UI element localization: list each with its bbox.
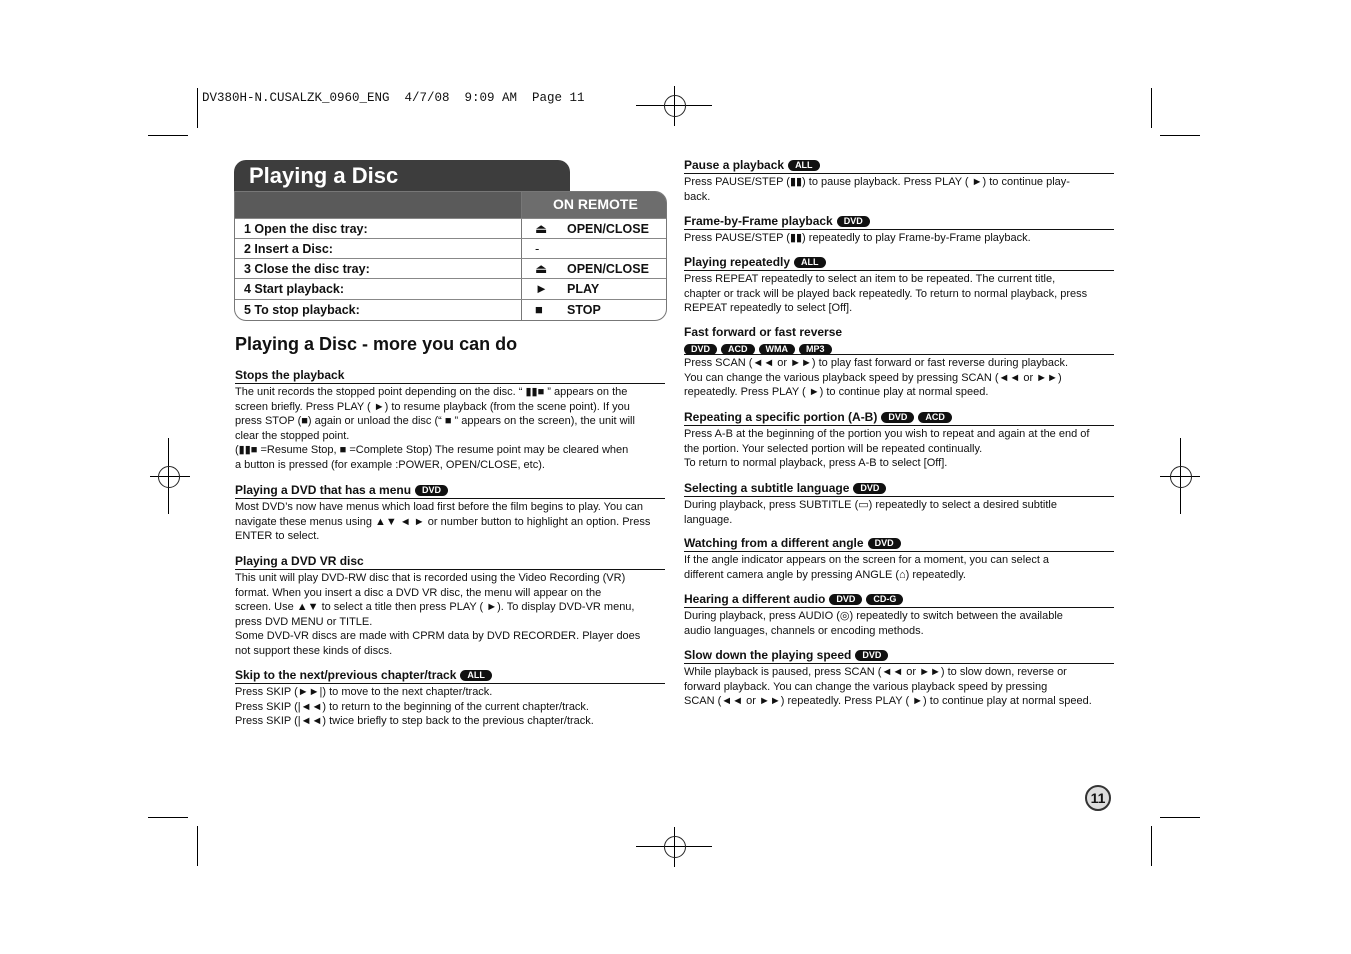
disc-type-badge: ACD [721, 344, 755, 355]
disc-type-badge: CD-G [866, 594, 903, 605]
section-heading [684, 325, 842, 339]
section-body [684, 553, 1114, 582]
disc-type-badge: ALL [794, 257, 826, 268]
disc-type-badge: DVD [415, 485, 448, 496]
body-line: SCAN (◄◄ or ►►) repeatedly. Press PLAY ( ►) to continue play at normal speed. [684, 695, 1092, 708]
section-body [235, 385, 665, 473]
body-line: (▮▮■ =Resume Stop, ■ =Complete Stop) The resume point may be cleared when [235, 444, 629, 457]
body-line: press STOP (■) again or unload the disc (“ ■ ” appears on the screen), the unit will [235, 415, 635, 428]
section-rule [235, 569, 665, 570]
section-body [684, 231, 1114, 246]
registration-circle [664, 95, 686, 117]
step-button-icon: ■ [535, 302, 543, 317]
body-line: This unit will play DVD-RW disc that is recorded using the Video Recording (VR) [235, 572, 626, 584]
disc-type-badge: DVD [853, 483, 886, 494]
section-heading [684, 410, 952, 424]
section-rule [684, 663, 1114, 664]
disc-type-badge: ACD [918, 412, 952, 423]
step-button-icon: ⏏ [535, 221, 548, 236]
body-line: Press PAUSE/STEP (▮▮) to pause playback. Press PLAY ( ►) to continue play- [684, 176, 1070, 188]
body-line: the portion. Your selected portion will be repeated continually. [684, 442, 983, 455]
section-rule [684, 496, 1114, 497]
body-line: format. When you insert a disc a DVD VR disc, the menu will appear on the [235, 586, 602, 599]
section-heading [684, 536, 901, 550]
body-line: forward playback. You can change the various playback speed by pressing [684, 680, 1048, 693]
body-line: During playback, press SUBTITLE (▭) repeatedly to select a desired subtitle [684, 499, 1057, 511]
disc-type-badge: MP3 [799, 344, 832, 355]
body-line: repeatedly. Press PLAY ( ►) to continue play at normal speed. [684, 386, 989, 399]
disc-type-badge: DVD [881, 412, 914, 423]
step-label: 1 Open the disc tray: [244, 222, 368, 236]
section-heading-text: Stops the playback [235, 368, 345, 382]
body-line: Press REPEAT repeatedly to select an item to be repeated. The current title, [684, 273, 1056, 285]
disc-type-badge: DVD [868, 538, 901, 549]
page-title: Playing a Disc [249, 163, 399, 188]
disc-type-badge: DVD [829, 594, 862, 605]
section-body [235, 685, 665, 729]
crop-mark [1160, 135, 1200, 136]
section-body [684, 427, 1114, 471]
body-line: Press A-B at the beginning of the portion you wish to repeat and again at the end of [684, 428, 1090, 440]
step-label: 3 Close the disc tray: [244, 262, 370, 276]
step-button-icon: ⏏ [535, 261, 548, 276]
disc-type-badge: WMA [759, 344, 796, 355]
body-line: Press PAUSE/STEP (▮▮) repeatedly to play Frame-by-Frame playback. [684, 232, 1031, 244]
body-line: Press SKIP (|◄◄) to return to the beginning of the current chapter/track. [235, 700, 589, 713]
body-line: To return to normal playback, press A-B to select [Off]. [684, 457, 948, 470]
body-line: The unit records the stopped point depending on the disc. “ ▮▮■ ” appears on the [235, 386, 628, 398]
body-line: Some DVD-VR discs are made with CPRM data by DVD RECORDER. Player does [235, 630, 641, 643]
disc-type-badge: ALL [460, 670, 492, 681]
step-label: 2 Insert a Disc: [244, 242, 333, 256]
step-row [235, 258, 666, 279]
section-heading [235, 483, 448, 497]
body-line: clear the stopped point. [235, 429, 350, 442]
step-label: 4 Start playback: [244, 282, 345, 296]
section-body [684, 609, 1114, 638]
section-heading-text: Slow down the playing speed [684, 648, 852, 662]
step-action: OPEN/CLOSE [567, 262, 649, 276]
step-action: STOP [567, 303, 601, 317]
section-heading [684, 648, 888, 662]
section-heading-text: Selecting a subtitle language [684, 481, 850, 495]
body-line: If the angle indicator appears on the screen for a moment, you can select a [684, 554, 1050, 566]
section-heading [684, 158, 820, 172]
section-rule [235, 383, 665, 384]
section-subtitle: Playing a Disc - more you can do [235, 334, 518, 354]
section-rule [235, 683, 665, 684]
section-heading [684, 255, 826, 269]
registration-circle [664, 836, 686, 858]
section-heading-text: Playing a DVD that has a menu [235, 483, 412, 497]
crop-mark [148, 135, 188, 136]
section-heading-text: Frame-by-Frame playback [684, 214, 833, 228]
body-line: not support these kinds of discs. [235, 644, 393, 657]
step-label: 5 To stop playback: [244, 303, 360, 317]
body-line: screen. Use ▲▼ to select a title then press PLAY ( ►). To display DVD-VR menu, [235, 601, 635, 614]
section-heading [684, 592, 903, 606]
crop-mark [1151, 88, 1152, 128]
crop-mark [148, 817, 188, 818]
disc-type-badge: DVD [855, 650, 888, 661]
crop-mark [197, 826, 198, 866]
section-rule [684, 229, 1114, 230]
step-action: OPEN/CLOSE [567, 222, 649, 236]
section-rule [235, 498, 665, 499]
section-rule [684, 607, 1114, 608]
body-line: Press SKIP (|◄◄) twice briefly to step back to the previous chapter/track. [235, 715, 594, 728]
title-bar [234, 160, 570, 192]
body-line: screen briefly. Press PLAY ( ►) to resume playback (from the scene point). If you [235, 400, 630, 413]
body-line: During playback, press AUDIO (◎) repeatedly to switch between the available [684, 610, 1063, 622]
section-rule [684, 425, 1114, 426]
section-rule [684, 551, 1114, 552]
section-heading-text: Skip to the next/previous chapter/track [235, 668, 457, 682]
registration-circle [1170, 466, 1192, 488]
section-heading [235, 668, 492, 682]
section-heading [684, 481, 886, 495]
print-slug: DV380H-N.CUSALZK_0960_ENG 4/7/08 9:09 AM Page 11 [202, 91, 585, 105]
section-heading [684, 214, 870, 228]
steps-table [234, 191, 667, 321]
body-line: navigate these menus using ▲▼ ◄ ► or number button to highlight an option. Press [235, 515, 651, 528]
body-line: Most DVD’s now have menus which load first before the film begins to play. You can [235, 501, 644, 513]
step-row [235, 299, 666, 320]
body-line: back. [684, 190, 711, 203]
disc-type-badge: ALL [788, 160, 820, 171]
page-number: 11 [1085, 785, 1111, 811]
section-rule [684, 354, 1114, 355]
section-heading-text: Playing repeatedly [684, 255, 791, 269]
section-body [684, 272, 1114, 316]
section-heading-text: Hearing a different audio [684, 592, 826, 606]
section-heading [235, 554, 364, 568]
step-action: PLAY [567, 282, 600, 296]
body-line: Press SCAN (◄◄ or ►►) to play fast forward or fast reverse during playback. [684, 357, 1069, 369]
section-body [684, 498, 1114, 527]
body-line: ENTER to select. [235, 530, 320, 543]
section-body [684, 665, 1114, 709]
body-line: different camera angle by pressing ANGLE (⌂) repeatedly. [684, 568, 966, 581]
disc-type-badge: DVD [684, 344, 717, 355]
section-heading [235, 368, 344, 382]
body-line: audio languages, channels or encoding methods. [684, 624, 924, 637]
body-line: press DVD MENU or TITLE. [235, 615, 373, 628]
section-body [684, 356, 1114, 400]
body-line: You can change the various playback speed by pressing SCAN (◄◄ or ►►) [684, 371, 1062, 384]
section-rule [684, 270, 1114, 271]
registration-circle [158, 466, 180, 488]
crop-mark [1151, 826, 1152, 866]
crop-mark [1160, 817, 1200, 818]
crop-mark [197, 88, 198, 128]
body-line: Press SKIP (►►|) to move to the next chapter/track. [235, 686, 493, 698]
section-heading-text: Fast forward or fast reverse [684, 325, 843, 339]
step-button-icon: - [535, 241, 540, 256]
step-row [235, 238, 666, 259]
step-row [235, 218, 666, 239]
body-line: While playback is paused, press SCAN (◄◄ or ►►) to slow down, reverse or [684, 666, 1067, 678]
step-row [235, 278, 666, 299]
body-line: chapter or track will be played back repeatedly. To return to normal playback, press [684, 287, 1088, 300]
section-body [235, 500, 665, 544]
on-remote-label: ON REMOTE [553, 196, 638, 212]
section-heading-text: Repeating a specific portion (A-B) [684, 410, 878, 424]
section-body [684, 175, 1114, 204]
section-rule [684, 173, 1114, 174]
body-line: a button is pressed (for example :POWER, OPEN/CLOSE, etc). [235, 458, 545, 471]
body-line: REPEAT repeatedly to select [Off]. [684, 302, 853, 315]
section-heading-text: Pause a playback [684, 158, 785, 172]
section-heading-text: Playing a DVD VR disc [235, 554, 364, 568]
step-button-icon: ► [535, 281, 548, 296]
body-line: language. [684, 513, 733, 526]
disc-type-badge: DVD [837, 216, 870, 227]
section-body [235, 571, 665, 659]
section-heading-text: Watching from a different angle [684, 536, 864, 550]
